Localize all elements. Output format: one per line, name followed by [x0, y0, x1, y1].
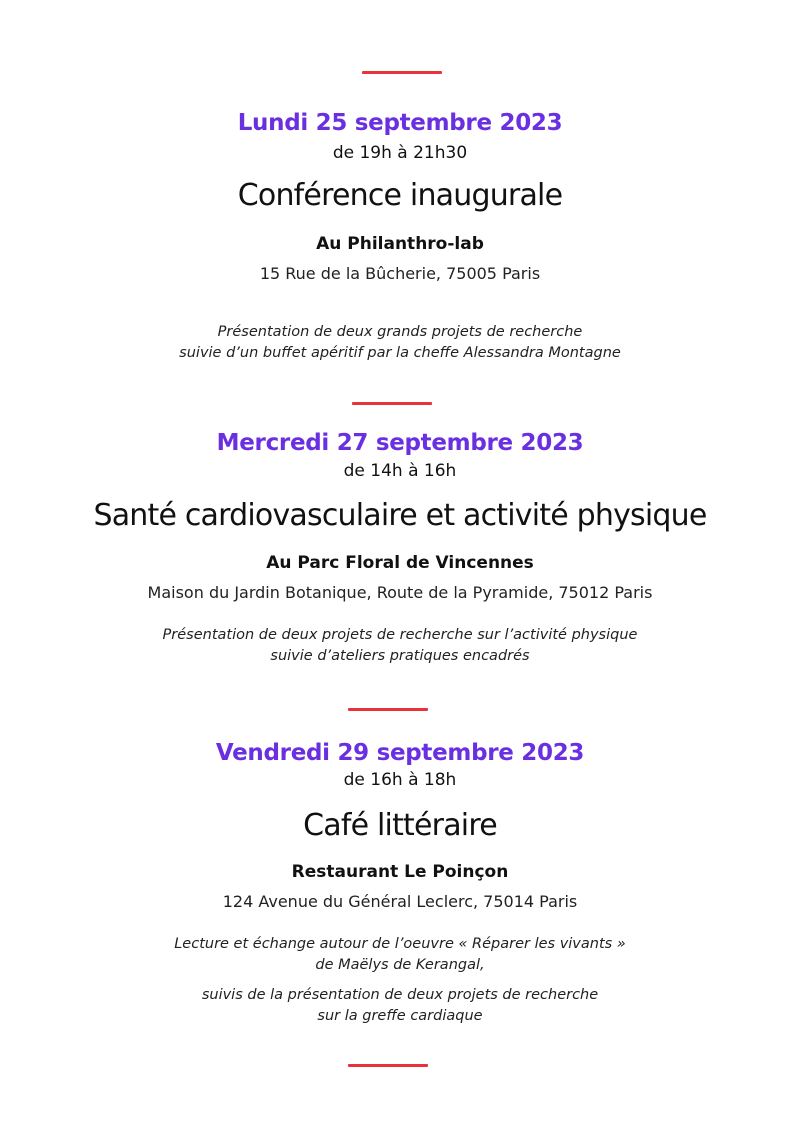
section-divider	[362, 71, 442, 74]
description-line: suivie d’ateliers pratiques encadrés	[270, 648, 530, 664]
description-line: sur la greffe cardiaque	[317, 1008, 483, 1024]
event-address: 15 Rue de la Bûcherie, 75005 Paris	[259, 264, 541, 283]
event-time: de 14h à 16h	[343, 461, 457, 481]
event-title: Conférence inaugurale	[237, 178, 563, 213]
description-line: de Maëlys de Kerangal,	[315, 957, 485, 973]
event-venue: Au Philanthro-lab	[316, 234, 484, 254]
event-venue: Au Parc Floral de Vincennes	[266, 553, 534, 573]
event-address: 124 Avenue du Général Leclerc, 75014 Paris	[222, 892, 578, 911]
event-time: de 19h à 21h30	[332, 143, 468, 163]
description-line: Lecture et échange autour de l’oeuvre « Réparer les vivants »	[174, 936, 626, 952]
event-date: Vendredi 29 septembre 2023	[215, 740, 585, 766]
section-divider	[348, 708, 428, 711]
event-title: Santé cardiovasculaire et activité physique	[93, 498, 707, 533]
event-description	[0, 625, 800, 667]
description-line: Présentation de deux projets de recherche sur l’activité physique	[162, 627, 638, 643]
description-line: suivis de la présentation de deux projets de recherche	[201, 987, 599, 1003]
event-venue: Restaurant Le Poinçon	[291, 862, 509, 882]
description-line: suivie d’un buffet apéritif par la cheffe Alessandra Montagne	[179, 345, 621, 361]
event-address: Maison du Jardin Botanique, Route de la Pyramide, 75012 Paris	[147, 583, 653, 602]
event-time: de 16h à 18h	[343, 770, 457, 790]
event-date: Mercredi 27 septembre 2023	[216, 430, 584, 456]
event-description-extra	[0, 985, 800, 1027]
event-description	[0, 934, 800, 976]
event-title: Café littéraire	[303, 808, 497, 843]
section-divider	[352, 402, 432, 405]
event-date: Lundi 25 septembre 2023	[237, 110, 563, 136]
section-divider	[348, 1064, 428, 1067]
event-description	[0, 322, 800, 364]
description-line: Présentation de deux grands projets de recherche	[217, 324, 583, 340]
